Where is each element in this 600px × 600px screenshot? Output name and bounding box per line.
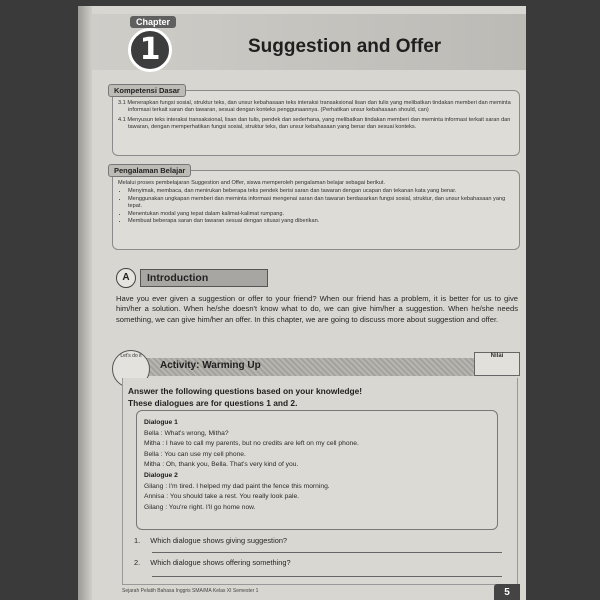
activity-badge: Let's do it [112,350,150,388]
chapter-number: 1 [128,28,172,72]
activity-title: Activity: Warming Up [160,360,261,371]
dialogue-title: Dialogue 1 [144,419,178,426]
page-binding-edge [78,6,92,600]
question-1 [134,536,287,545]
question-text: Which dialogue shows offering something? [150,558,291,567]
answer-line-1[interactable] [152,552,502,553]
kompetensi-tag: Kompetensi Dasar [108,84,186,97]
chapter-title: Suggestion and Offer [248,36,442,57]
question-text: Which dialogue shows giving suggestion? [150,536,288,545]
dialogue-line: Mitha : Oh, thank you, Bella. That's very kind of you. [144,461,299,469]
question-number: 1. [134,536,141,545]
answer-line-2[interactable] [152,576,502,577]
list-item: • Menentukan modal yang tepat dalam kalimat-kalimat rumpang. [128,211,512,218]
chapter-label: Chapter [130,16,176,28]
list-item: • Menyimak, membaca, dan menirukan beberapa teks pendek berisi saran dan tawaran dengan ucapan dan tekanan kata yang benar. [128,188,512,195]
page-number: 5 [494,584,520,600]
activity-instructions [128,386,362,409]
textbook-page [78,6,526,600]
kompetensi-item: 3.1 Menerapkan fungsi sosial, struktur teks, dan unsur kebahasaan teks interaksi transaksional lisan dan tulis yang melibatkan tindakan memberi dan meminta informasi terkait saran dan tawaran, sesuai dengan konteks penggunaannya. (Perhatikan unsur kebahasaan should, can) [118,100,511,114]
dialogue-lines [144,418,359,513]
pengalaman-list [118,180,512,225]
kompetensi-item: 4.1 Menyusun teks interaksi transaksional, lisan dan tulis, pendek dan sederhana, yang melibatkan tindakan memberi dan meminta informasi terkait saran dan tawaran, dengan memperhatikan fungsi sosial, struktur teks, dan unsur kebahasaan yang benar dan sesuai konteks. [118,116,511,131]
dialogue-line: Gilang : I'm tired. I helped my dad paint the fence this morning. [144,482,330,490]
pengalaman-tag: Pengalaman Belajar [108,164,191,177]
dialogue-title: Dialogue 2 [144,471,178,479]
footer-text: Sejarah Pelatih Bahasa Inggris SMA/MA Kelas XI Semester 1 [122,588,259,594]
list-item: • Menggunakan ungkapan memberi dan meminta informasi mengenai saran dan tawaran berdasarkan fungsi sosial, struktur, dan unsur kebahasaan yang tepat. [128,196,512,211]
kompetensi-list [118,100,512,132]
instruction-line: Answer the following questions based on your knowledge! [128,386,363,396]
question-2 [134,558,291,567]
dialogue-line: Mitha : I have to call my parents, but no credits are left on my cell phone. [144,440,359,448]
pengalaman-intro: Melalui proses pembelajaran Suggestion and Offer, siswa memperoleh pengalaman belajar sebagai berikut. [118,180,386,186]
instruction-line: These dialogues are for questions 1 and 2. [128,397,298,408]
dialogue-line: Annisa : You should take a rest. You really look pale. [144,493,300,501]
question-number: 2. [134,558,141,567]
dialogue-line: Gilang : You're right. I'll go home now. [144,503,256,511]
list-item: • Membuat beberapa saran dan tawaran sesuai dengan situasi yang diberikan. [128,218,512,225]
section-title: Introduction [140,269,268,287]
nilai-box: Nilai [474,352,520,376]
dialogue-line: Bella : What's wrong, Mitha? [144,429,229,437]
section-letter: A [116,268,136,288]
intro-paragraph: Have you ever given a suggestion or offer to your friend? When our friend has a problem, it is better for us to give him/her a solution. When he/she doesn't know what to do, we can give him/her a suggestion. When he/she needs something, we can give him/her an offer. In this chapter, we are going to discuss more about suggestion and offer. [116,294,518,324]
dialogue-line: Bella : You can use my cell phone. [144,450,246,458]
